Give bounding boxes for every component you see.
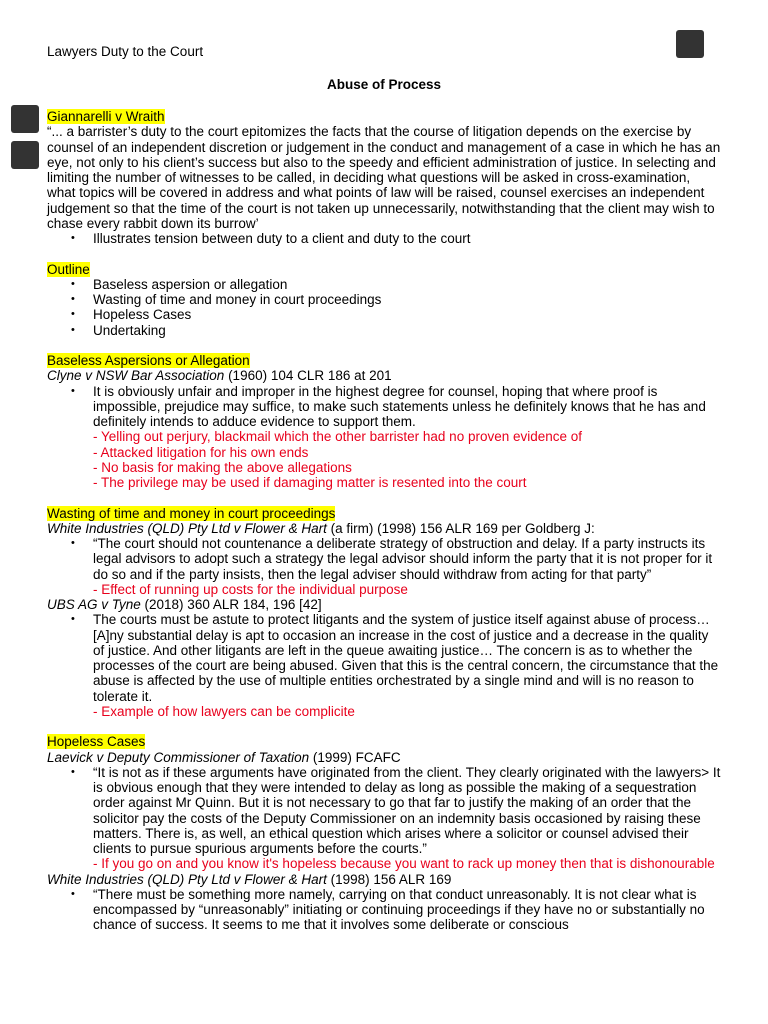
note-text: - Yelling out perjury, blackmail which the other barrister had no proven evidence of [93, 429, 583, 445]
case-citation [47, 597, 722, 612]
note-text: - No basis for making the above allegations [93, 459, 352, 475]
section-heading: Wasting of time and money in court proceedings [47, 505, 336, 521]
page-title: Abuse of Process [326, 77, 442, 92]
note-text: - The privilege may be used if damaging matter is resented into the court [93, 475, 527, 490]
outline-item: • Baseless aspersion or allegation [47, 277, 722, 292]
bullet-item: • “It is not as if these arguments have originated from the client. They clearly originated with the lawyers> It is obvious enough that they were intended to delay as long as possible the making of a sequestration order against Mr Quinn. But it is not necessary to go that far to justify the making of an order that the solicitor pay the costs of the Deputy Commissioner on an indemnity basis occasioned by raising these matters. There is, as well, an ethical question which arises where a solicitor or counsel advised their clients to pursue spurious arguments before the courts.” [47, 765, 722, 857]
bullet-item: • It is obviously unfair and improper in the highest degree for counsel, hoping that where proof is impossible, prejudice may suffice, to make such statements unless he definitely knows that he has and definitely intends to adduce evidence to support them. [47, 384, 722, 430]
redaction-box [676, 30, 704, 58]
section-heading: Outline [47, 261, 90, 277]
section-heading: Baseless Aspersions or Allegation [47, 353, 250, 368]
note-text: - Attacked litigation for his own ends [93, 444, 309, 460]
redaction-box [11, 141, 39, 169]
case-citation [47, 750, 722, 765]
section-hopeless [47, 734, 722, 932]
section-heading: Giannarelli v Wraith [47, 109, 165, 124]
case-citation [47, 521, 722, 536]
outline-item: • Undertaking [47, 323, 722, 338]
section-giannarelli [47, 109, 722, 246]
note-text: - Effect of running up costs for the individual purpose [93, 581, 408, 597]
case-name: White Industries (QLD) Pty Ltd v Flower & Hart [47, 520, 327, 536]
quote-text: “... a barrister’s duty to the court epitomizes the facts that the course of litigation depends on the exercise by counsel of an independent discretion or judgement in the conduct and management of a case in which he has an eye, not only to his client’s success but also to the speedy and efficient administration of justice. In selecting and limiting the number of witnesses to be called, in deciding what questions will be asked in cross-examination, what topics will be covered in address and what points of law will be raised, counsel exercises an independent judgement so that the time of the court is not taken up unnecessarily, notwithstanding that the client may wish to chase every rabbit down its burrow’ [47, 124, 721, 231]
section-outline [47, 262, 722, 338]
section-heading: Hopeless Cases [47, 734, 146, 750]
note-text: - If you go on and you know it's hopeless because you want to rack up money then that is dishonourable [93, 856, 715, 872]
case-name: UBS AG v Tyne [47, 597, 141, 612]
section-wasting [47, 506, 722, 720]
case-name: Laevick v Deputy Commissioner of Taxation [47, 749, 310, 765]
case-name: Clyne v NSW Bar Association [47, 368, 225, 384]
case-name: White Industries (QLD) Pty Ltd v Flower & Hart [47, 871, 327, 887]
note-text: - Example of how lawyers can be complicite [93, 703, 355, 719]
bullet-item: • The courts must be astute to protect litigants and the system of justice itself against abuse of process… [A]ny substantial delay is apt to occasion an increase in the cost of justice and a decrease in the quality of justice. And other litigants are left in the queue awaiting justice… The concern is as to whether the processes of the court are being abused. Given that this is the central concern, the circumstance that the abuse is affected by the use of multiple entities orchestrated by a single mind and will is no reason to tolerate it. [47, 612, 722, 704]
case-citation [47, 872, 722, 887]
outline-item: • Wasting of time and money in court proceedings [47, 292, 722, 307]
document-header: Lawyers Duty to the Court [47, 44, 204, 59]
document-body [47, 109, 722, 933]
case-cite: (1999) FCAFC [309, 749, 401, 765]
section-baseless [47, 353, 722, 490]
redaction-box [11, 105, 39, 133]
case-citation [47, 368, 722, 383]
case-cite: (1960) 104 CLR 186 at 201 [224, 368, 392, 384]
case-cite: (1998) 156 ALR 169 [326, 871, 452, 887]
case-cite: (2018) 360 ALR 184, 196 [42] [140, 597, 322, 612]
bullet-item: • Illustrates tension between duty to a client and duty to the court [47, 231, 722, 246]
bullet-item: • “The court should not countenance a deliberate strategy of obstruction and delay. If a party instructs its legal advisors to adopt such a strategy the legal advisor should inform the party that it is not proper for it do so and if the party insists, then the legal adviser should withdraw from acting for that party” [47, 536, 722, 582]
outline-item: • Hopeless Cases [47, 307, 722, 322]
case-cite: (a firm) (1998) 156 ALR 169 per Goldberg J: [326, 520, 595, 536]
bullet-item: • “There must be something more namely, carrying on that conduct unreasonably. It is not clear what is encompassed by “unreasonably” initiating or continuing proceedings if they have no or substantially no chance of success. It seems to me that it involves some deliberate or conscious [47, 887, 722, 933]
